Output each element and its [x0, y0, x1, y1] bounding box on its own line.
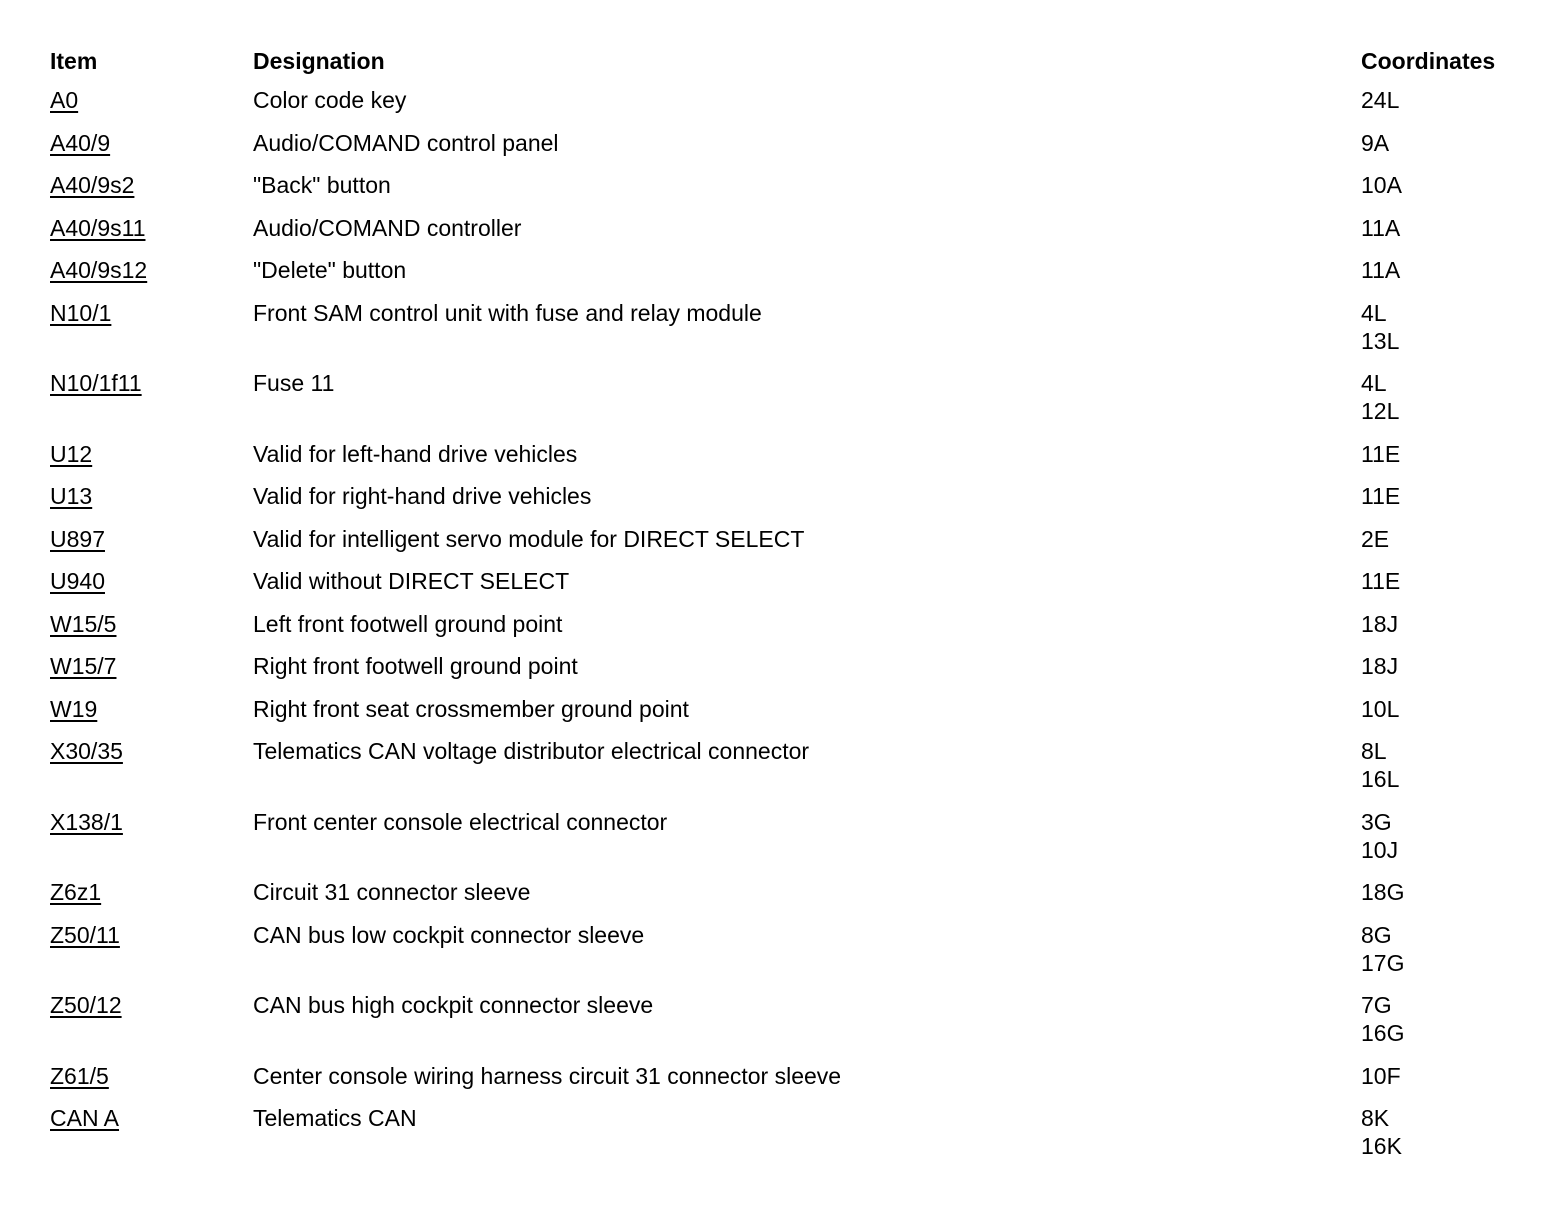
item-link[interactable]: U12: [50, 440, 93, 467]
coordinate-value: 16L: [1361, 766, 1400, 792]
designation-cell: Circuit 31 connector sleeve: [253, 879, 531, 905]
table-row: [50, 482, 1530, 525]
item-cell: [50, 214, 253, 242]
coordinate-value: 8G: [1361, 921, 1392, 948]
item-link[interactable]: Z50/12: [50, 992, 122, 1018]
table-header: [50, 44, 1530, 78]
coordinates-cell: [1361, 991, 1530, 1047]
coordinate-value: 11E: [1361, 440, 1401, 467]
item-link[interactable]: W15/7: [50, 653, 117, 679]
coordinate-value: 8K: [1361, 1105, 1390, 1131]
item-cell: [50, 1062, 253, 1090]
coordinate-value: 18G: [1361, 879, 1405, 905]
item-cell: [50, 695, 253, 723]
designation-cell: CAN bus low cockpit connector sleeve: [253, 921, 645, 948]
item-cell: [50, 440, 253, 468]
coordinates-cell: [1361, 1104, 1530, 1160]
item-cell: [50, 299, 253, 355]
coordinate-value: 12L: [1361, 398, 1400, 424]
item-cell: [50, 256, 253, 284]
coordinates-cell: [1361, 921, 1530, 977]
coordinates-cell: [1361, 482, 1530, 510]
coordinates-cell: [1361, 440, 1530, 468]
coordinates-cell: [1361, 878, 1530, 906]
coordinate-value: 11E: [1361, 483, 1401, 509]
coordinate-value: 10J: [1361, 836, 1399, 863]
coordinates-cell: [1361, 737, 1530, 793]
coordinate-value: 18J: [1361, 653, 1399, 679]
item-link[interactable]: A40/9s11: [50, 214, 146, 241]
item-link[interactable]: X30/35: [50, 738, 123, 764]
item-cell: [50, 171, 253, 199]
coordinates-cell: [1361, 299, 1530, 355]
coordinates-cell: [1361, 171, 1530, 199]
table-row: [50, 695, 1530, 738]
table-body: [50, 86, 1530, 1175]
coordinates-cell: [1361, 525, 1530, 553]
designation-cell: "Delete" button: [253, 257, 407, 283]
designation-cell: Valid for right-hand drive vehicles: [253, 483, 592, 509]
coordinate-value: 4L: [1361, 370, 1387, 396]
table-row: [50, 652, 1530, 695]
item-cell: [50, 991, 253, 1047]
designation-cell: Right front footwell ground point: [253, 653, 578, 679]
coordinate-value: 7G: [1361, 992, 1392, 1018]
item-link[interactable]: U897: [50, 525, 105, 552]
item-link[interactable]: A40/9: [50, 129, 111, 156]
item-link[interactable]: Z50/11: [50, 921, 120, 948]
coordinate-value: 2E: [1361, 525, 1390, 552]
item-cell: [50, 737, 253, 793]
item-cell: [50, 921, 253, 977]
table-row: [50, 369, 1530, 440]
item-cell: [50, 482, 253, 510]
item-cell: [50, 525, 253, 553]
item-cell: [50, 878, 253, 906]
item-link[interactable]: A40/9s2: [50, 172, 135, 198]
table-row: [50, 921, 1530, 992]
table-row: [50, 1062, 1530, 1105]
coordinate-value: 13L: [1361, 327, 1400, 354]
designation-cell: Front SAM control unit with fuse and relay module: [253, 299, 762, 326]
table-row: [50, 525, 1530, 568]
coordinates-cell: [1361, 369, 1530, 425]
item-cell: [50, 86, 253, 114]
header-designation: Designation: [253, 48, 385, 74]
designation-cell: Center console wiring harness circuit 31 connector sleeve: [253, 1062, 842, 1089]
table-row: [50, 991, 1530, 1062]
designation-cell: Front center console electrical connector: [253, 808, 668, 835]
table-row: [50, 86, 1530, 129]
table-row: [50, 808, 1530, 879]
coordinate-value: 16G: [1361, 1020, 1405, 1046]
item-link[interactable]: N10/1f11: [50, 370, 142, 396]
item-link[interactable]: N10/1: [50, 299, 112, 326]
designation-cell: Telematics CAN voltage distributor electrical connector: [253, 738, 810, 764]
table-row: [50, 299, 1530, 370]
designation-cell: Color code key: [253, 87, 407, 113]
coordinates-cell: [1361, 256, 1530, 284]
table-row: [50, 567, 1530, 610]
coordinates-cell: [1361, 567, 1530, 595]
item-link[interactable]: U940: [50, 568, 105, 594]
designation-cell: Audio/COMAND controller: [253, 214, 522, 241]
item-link[interactable]: U13: [50, 483, 93, 509]
coordinate-value: 11A: [1361, 257, 1401, 283]
coordinates-cell: [1361, 695, 1530, 723]
coordinate-value: 11E: [1361, 568, 1401, 594]
table-row: [50, 256, 1530, 299]
item-cell: [50, 567, 253, 595]
header-item: Item: [50, 48, 98, 74]
coordinate-value: 9A: [1361, 129, 1390, 156]
coordinate-value: 4L: [1361, 299, 1387, 326]
coordinate-value: 10L: [1361, 695, 1400, 722]
designation-cell: Left front footwell ground point: [253, 610, 563, 637]
table-row: [50, 129, 1530, 172]
item-cell: [50, 369, 253, 425]
item-cell: [50, 129, 253, 157]
coordinates-cell: [1361, 652, 1530, 680]
item-link[interactable]: A0: [50, 87, 79, 113]
table-row: [50, 171, 1530, 214]
item-link[interactable]: A40/9s12: [50, 257, 148, 283]
item-link[interactable]: W15/5: [50, 610, 117, 637]
coordinates-cell: [1361, 86, 1530, 114]
item-link[interactable]: Z61/5: [50, 1062, 109, 1089]
coordinates-cell: [1361, 610, 1530, 638]
table-row: [50, 214, 1530, 257]
designation-cell: CAN bus high cockpit connector sleeve: [253, 992, 654, 1018]
designation-cell: Audio/COMAND control panel: [253, 129, 559, 156]
designation-cell: Valid for intelligent servo module for DIRECT SELECT: [253, 525, 805, 552]
coordinate-value: 8L: [1361, 738, 1387, 764]
item-link[interactable]: X138/1: [50, 808, 123, 835]
component-legend-table: [50, 44, 1530, 1175]
item-cell: [50, 1104, 253, 1160]
coordinates-cell: [1361, 214, 1530, 242]
item-cell: [50, 652, 253, 680]
table-row: [50, 610, 1530, 653]
designation-cell: "Back" button: [253, 172, 391, 198]
coordinate-value: 10F: [1361, 1062, 1401, 1089]
coordinate-value: 3G: [1361, 808, 1392, 835]
coordinate-value: 17G: [1361, 949, 1405, 976]
coordinate-value: 11A: [1361, 214, 1401, 241]
coordinates-cell: [1361, 808, 1530, 864]
coordinates-cell: [1361, 1062, 1530, 1090]
table-row: [50, 878, 1530, 921]
coordinates-cell: [1361, 129, 1530, 157]
coordinate-value: 24L: [1361, 87, 1400, 113]
item-link[interactable]: CAN A: [50, 1105, 120, 1131]
designation-cell: Valid without DIRECT SELECT: [253, 568, 570, 594]
designation-cell: Valid for left-hand drive vehicles: [253, 440, 578, 467]
item-cell: [50, 808, 253, 864]
designation-cell: Right front seat crossmember ground point: [253, 695, 689, 722]
coordinate-value: 10A: [1361, 172, 1402, 198]
item-link[interactable]: W19: [50, 695, 98, 722]
table-row: [50, 737, 1530, 808]
item-cell: [50, 610, 253, 638]
header-coordinates: Coordinates: [1361, 48, 1496, 74]
designation-cell: Fuse 11: [253, 370, 335, 396]
designation-cell: Telematics CAN: [253, 1105, 417, 1131]
item-link[interactable]: Z6z1: [50, 879, 102, 905]
coordinate-value: 18J: [1361, 610, 1399, 637]
table-row: [50, 440, 1530, 483]
coordinate-value: 16K: [1361, 1133, 1402, 1159]
table-row: [50, 1104, 1530, 1175]
